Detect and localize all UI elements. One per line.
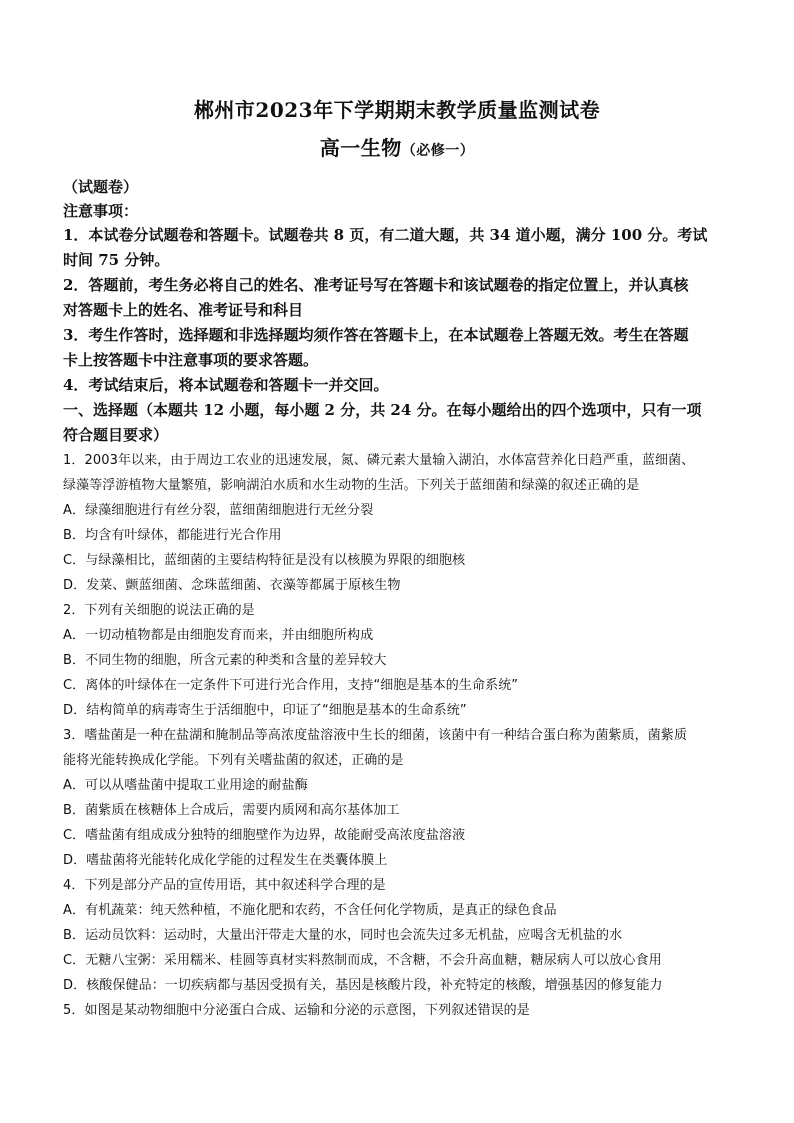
paper-type-label: （试题卷） <box>63 178 139 196</box>
answer-option: C．无糖八宝粥：采用糯米、桂圆等真材实料熬制而成，不含糖，不会升高血糖，糖尿病人可以放心食用 <box>63 953 662 968</box>
question-stem: 能将光能转换成化学能。下列有关嗜盐菌的叙述，正确的是 <box>63 753 404 768</box>
answer-option: C．嗜盐菌有组成成分独特的细胞壁作为边界，故能耐受高浓度盐溶液 <box>63 828 466 843</box>
notice-item: 3．考生作答时，选择题和非选择题均须作答在答题卡上，在本试题卷上答题无效。考生在答题 <box>63 326 689 344</box>
answer-option: C．与绿藻相比，蓝细菌的主要结构特征是没有以核膜为界限的细胞核 <box>63 553 466 568</box>
notice-item: 1．本试卷分试题卷和答题卡。试题卷共 8 页，有二道大题，共 34 道小题，满分 100 分。考试 <box>63 226 708 244</box>
notice-heading: 注意事项： <box>63 202 139 220</box>
answer-option: A．可以从嗜盐菌中提取工业用途的耐盐酶 <box>63 778 308 793</box>
answer-option: B．均含有叶绿体，都能进行光合作用 <box>63 528 282 543</box>
question-stem: 2．下列有关细胞的说法正确的是 <box>63 603 255 618</box>
answer-option: D．结构简单的病毒寄生于活细胞中，印证了“细胞是基本的生命系统” <box>63 703 467 718</box>
section-heading: 符合题目要求） <box>63 426 169 444</box>
answer-option: B．菌紫质在核糖体上合成后，需要内质网和高尔基体加工 <box>63 803 400 818</box>
section-heading: 一、选择题（本题共 12 小题，每小题 2 分，共 24 分。在每小题给出的四个选项中，只有一项 <box>63 401 702 419</box>
answer-option: D．核酸保健品：一切疾病都与基因受损有关，基因是核酸片段，补充特定的核酸，增强基因的修复能力 <box>63 978 663 993</box>
subject-name: 高一生物 <box>319 136 402 160</box>
question-stem: 5．如图是某动物细胞中分泌蛋白合成、运输和分泌的示意图，下列叙述错误的是 <box>63 1003 530 1018</box>
question-stem: 绿藻等浮游植物大量繁殖，影响湖泊水质和水生动物的生活。下列关于蓝细菌和绿藻的叙述正确的是 <box>63 478 640 493</box>
subject-note: （必修一） <box>401 143 475 159</box>
answer-option: D．嗜盐菌将光能转化成化学能的过程发生在类囊体膜上 <box>63 853 388 868</box>
notice-item: 对答题卡上的姓名、准考证号和科目 <box>63 301 304 319</box>
notice-item: 时间 75 分钟。 <box>63 251 170 269</box>
question-stem: 3．嗜盐菌是一种在盐湖和腌制品等高浓度盐溶液中生长的细菌，该菌中有一种结合蛋白称为菌紫质，菌紫质 <box>63 728 688 743</box>
question-stem: 1．2003年以来，由于周边工农业的迅速发展，氮、磷元素大量输入湖泊，水体富营养化日趋严重，蓝细菌、 <box>63 453 695 468</box>
answer-option: D．发菜、颤蓝细菌、念珠蓝细菌、衣藻等都属于原核生物 <box>63 578 401 593</box>
exam-subject <box>0 132 794 161</box>
answer-option: A．一切动植物都是由细胞发育而来，并由细胞所构成 <box>63 628 374 643</box>
exam-title: 郴州市2023年下学期期末教学质量监测试卷 <box>193 98 601 122</box>
answer-option: C．离体的叶绿体在一定条件下可进行光合作用，支持“细胞是基本的生命系统” <box>63 678 519 693</box>
notice-item: 卡上按答题卡中注意事项的要求答题。 <box>63 351 319 369</box>
question-stem: 4．下列是部分产品的宣传用语，其中叙述科学合理的是 <box>63 878 386 893</box>
answer-option: A．有机蔬菜：纯天然种植，不施化肥和农药，不含任何化学物质，是真正的绿色食品 <box>63 903 557 918</box>
notice-item: 4．考试结束后，将本试题卷和答题卡一并交回。 <box>63 376 389 394</box>
answer-option: B．不同生物的细胞，所含元素的种类和含量的差异较大 <box>63 653 387 668</box>
answer-option: A．绿藻细胞进行有丝分裂，蓝细菌细胞进行无丝分裂 <box>63 503 374 518</box>
answer-option: B．运动员饮料：运动时，大量出汗带走大量的水，同时也会流失过多无机盐，应喝含无机盐的水 <box>63 928 623 943</box>
notice-item: 2．答题前，考生务必将自己的姓名、准考证号写在答题卡和该试题卷的指定位置上，并认真核 <box>63 276 689 294</box>
